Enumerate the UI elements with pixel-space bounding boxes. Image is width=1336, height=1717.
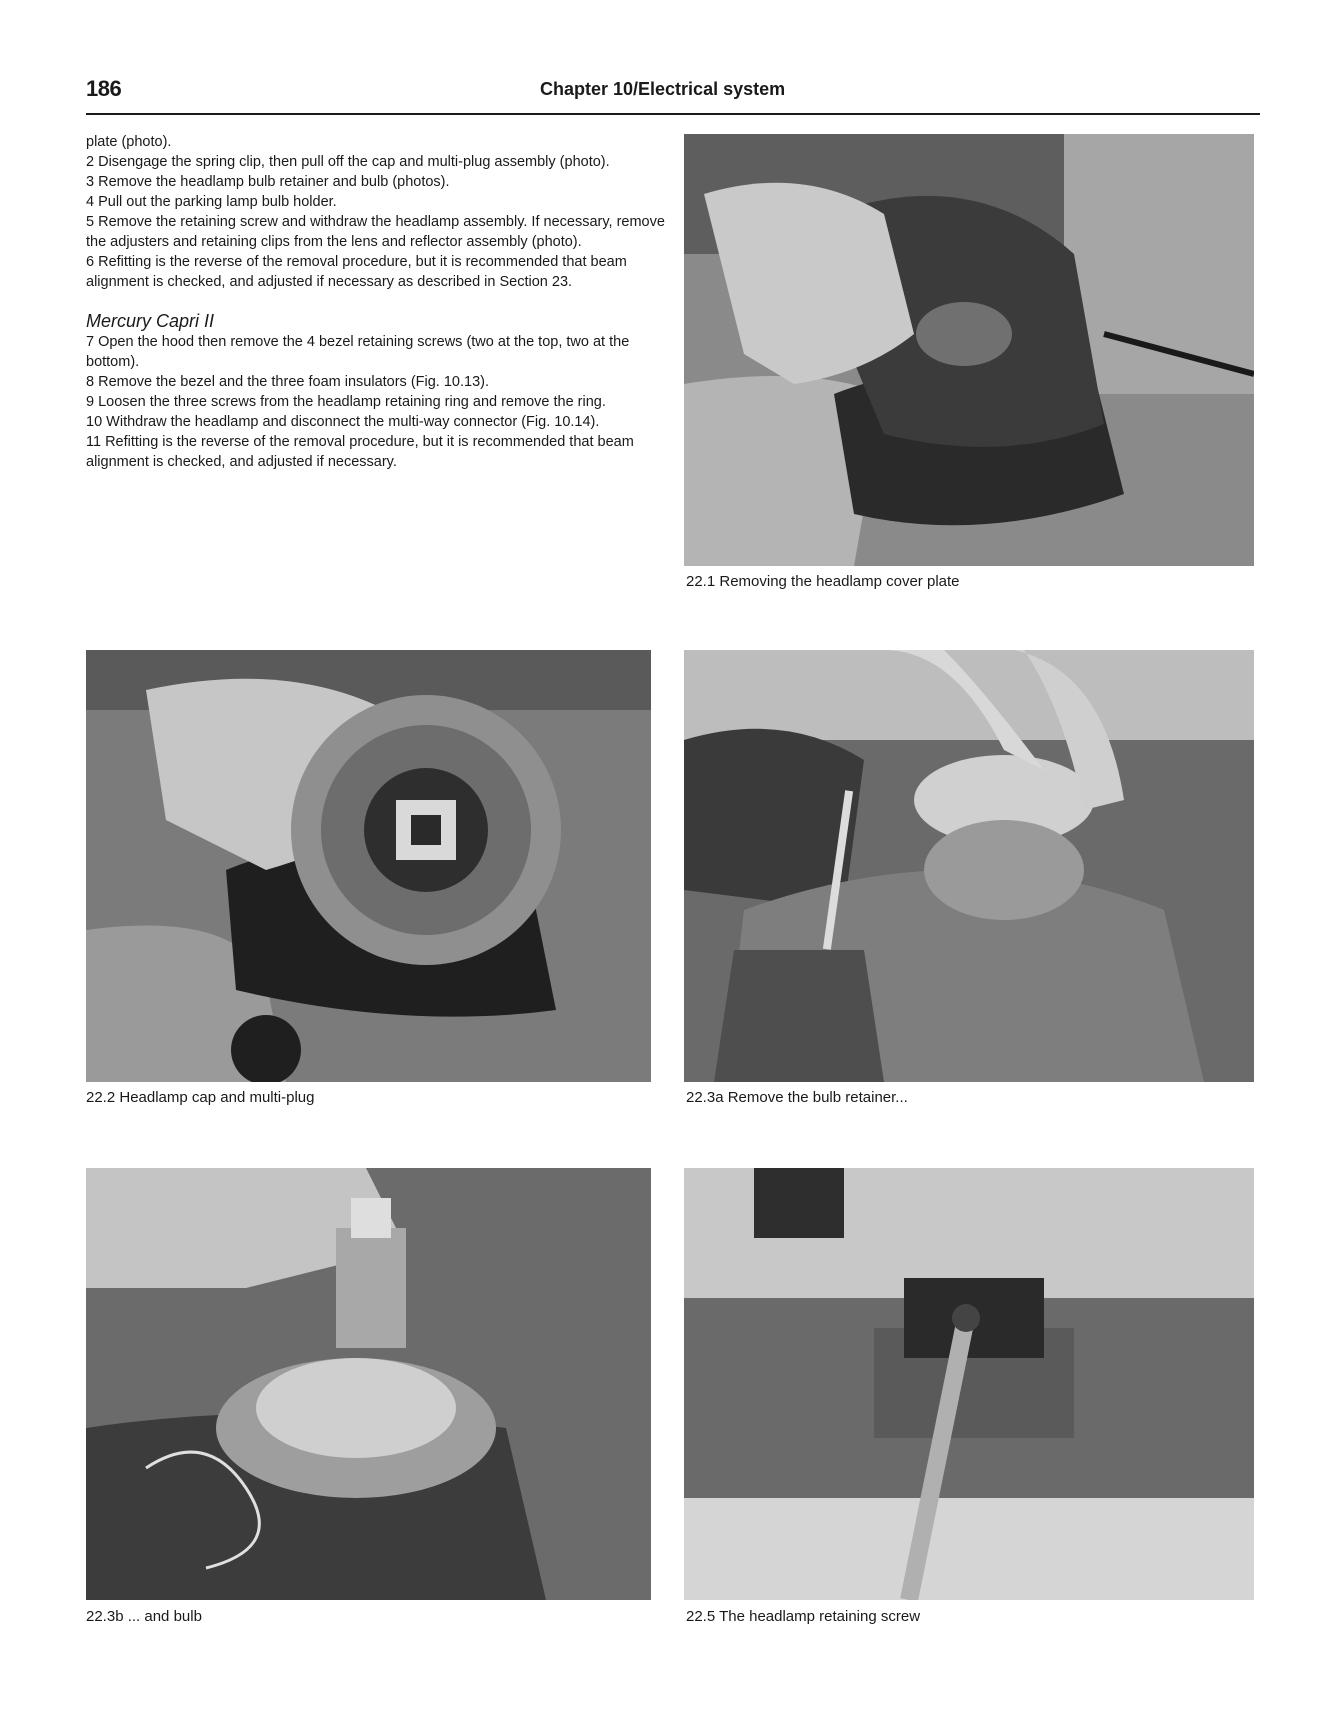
body-text (86, 132, 666, 472)
photo-headlamp-retaining-screw (684, 1168, 1254, 1600)
photo-caption: 22.3a Remove the bulb retainer... (686, 1089, 908, 1106)
paragraph: 4 Pull out the parking lamp bulb holder. (86, 194, 337, 210)
paragraph: 7 Open the hood then remove the 4 bezel retaining screws (two at the top, two at the bottom). (86, 334, 630, 370)
photo-bulb-retainer (684, 650, 1254, 1082)
photo-caption: 22.5 The headlamp retaining screw (686, 1608, 921, 1625)
paragraph: 9 Loosen the three screws from the headlamp retaining ring and remove the ring. (86, 394, 606, 410)
section-heading: Mercury Capri II (86, 311, 215, 331)
paragraph: plate (photo). (86, 134, 172, 150)
paragraph: 3 Remove the headlamp bulb retainer and bulb (photos). (86, 174, 450, 190)
paragraph: 6 Refitting is the reverse of the removal procedure, but it is recommended that beam alignment is checked, and adjusted if necessary as described in Section 23. (86, 254, 627, 290)
chapter-title: Chapter 10/Electrical system (540, 79, 786, 99)
paragraph: 2 Disengage the spring clip, then pull off the cap and multi-plug assembly (photo). (86, 154, 610, 170)
photo-bulb (86, 1168, 651, 1600)
photo-caption: 22.1 Removing the headlamp cover plate (686, 573, 960, 590)
paragraph: 5 Remove the retaining screw and withdraw the headlamp assembly. If necessary, remove the adjusters and retaining clips from the lens and reflector assembly (photo). (86, 214, 665, 250)
photo-headlamp-cover-plate (684, 134, 1254, 566)
paragraph: 11 Refitting is the reverse of the removal procedure, but it is recommended that beam alignment is checked, and adjusted if necessary. (86, 434, 634, 470)
photo-caption: 22.3b ... and bulb (86, 1608, 202, 1625)
photo-headlamp-cap-multi-plug (86, 650, 651, 1082)
paragraph: 8 Remove the bezel and the three foam insulators (Fig. 10.13). (86, 374, 489, 390)
page-number: 186 (86, 76, 122, 101)
paragraph: 10 Withdraw the headlamp and disconnect the multi-way connector (Fig. 10.14). (86, 414, 600, 430)
photo-caption: 22.2 Headlamp cap and multi-plug (86, 1089, 315, 1106)
header-rule (86, 113, 1260, 115)
